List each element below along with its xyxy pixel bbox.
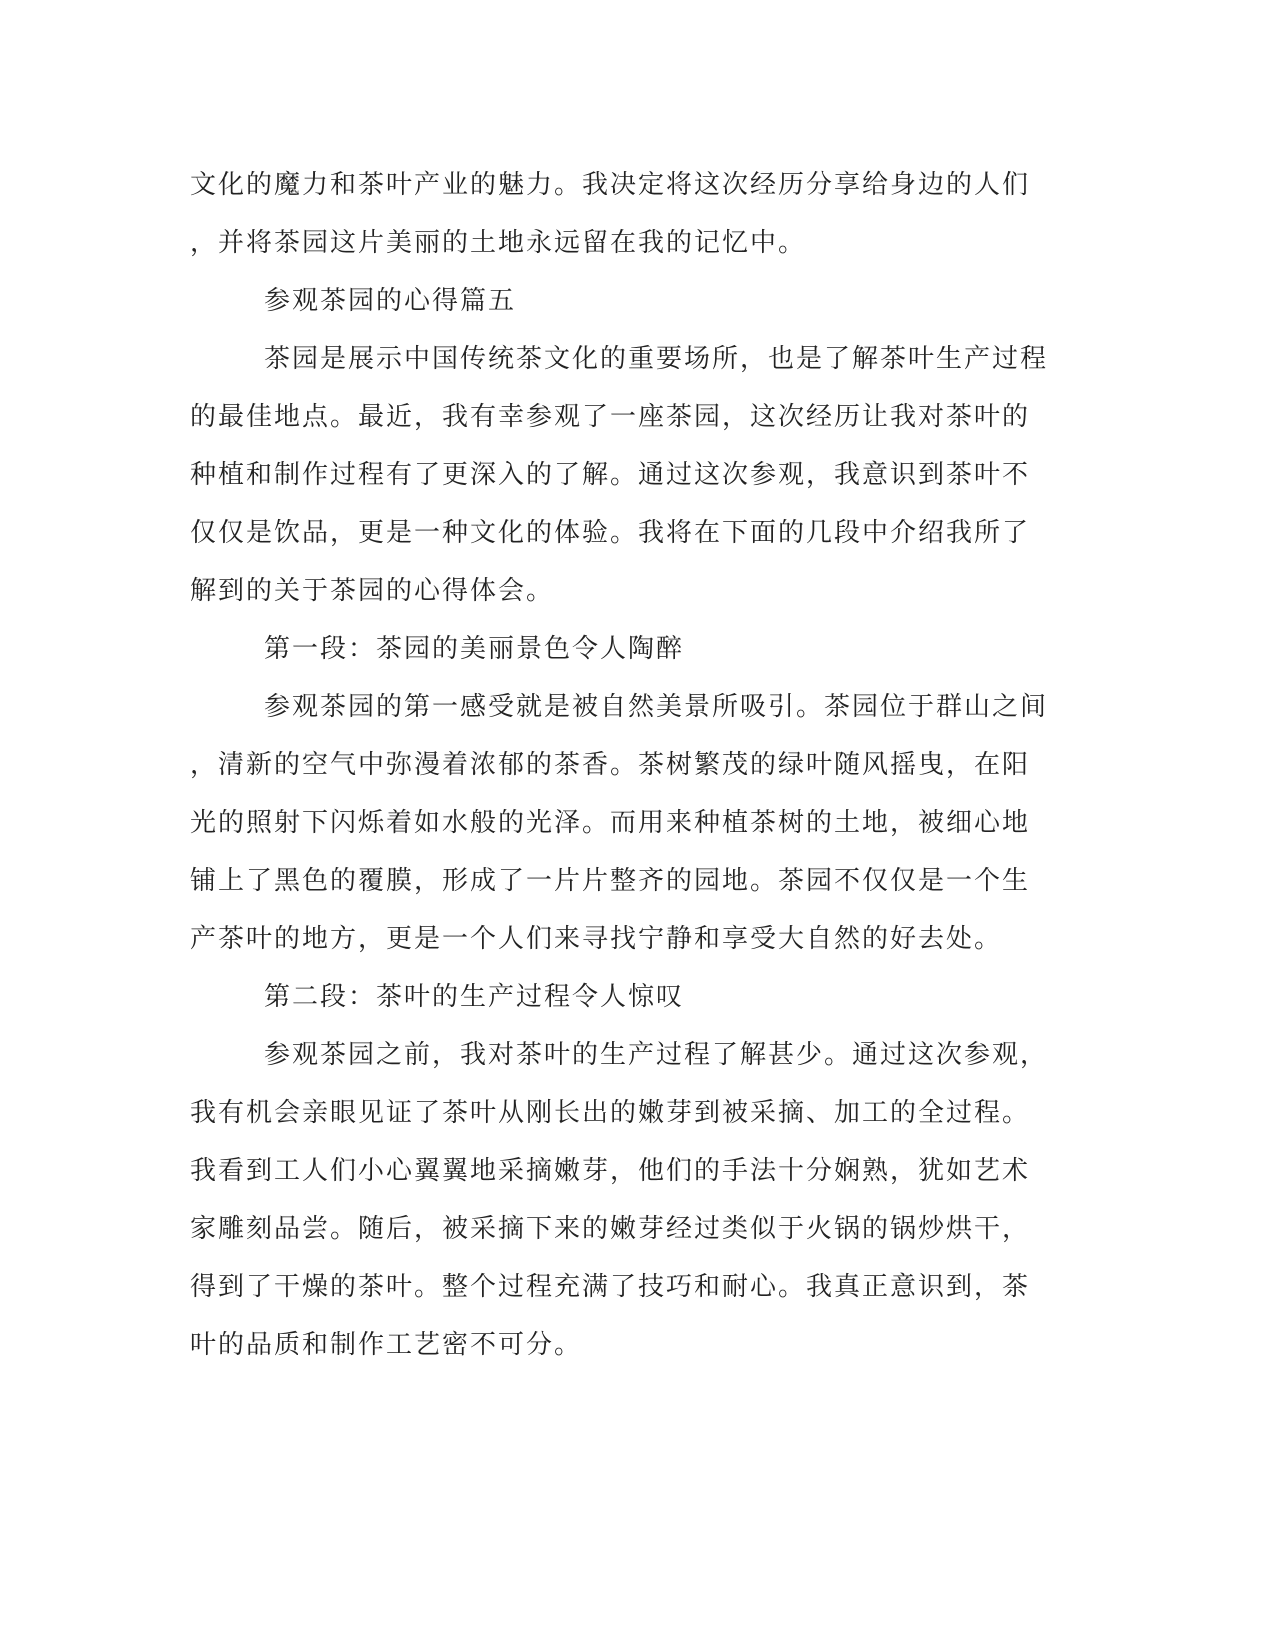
text-line: 解到的关于茶园的心得体会。 bbox=[190, 576, 555, 606]
text-line: 仅仅是饮品，更是一种文化的体验。我将在下面的几段中介绍我所了 bbox=[190, 518, 1031, 548]
text-line: 光的照射下闪烁着如水般的光泽。而用来种植茶树的土地，被细心地 bbox=[190, 808, 1031, 838]
section-heading: 参观茶园的心得篇五 bbox=[264, 286, 517, 316]
text-line: 文化的魔力和茶叶产业的魅力。我决定将这次经历分享给身边的人们 bbox=[190, 170, 1031, 200]
text-line: 家雕刻品尝。随后，被采摘下来的嫩芽经过类似于火锅的锅炒烘干， bbox=[190, 1214, 1031, 1244]
text-line: 铺上了黑色的覆膜，形成了一片片整齐的园地。茶园不仅仅是一个生 bbox=[190, 866, 1031, 896]
text-line: ，并将茶园这片美丽的土地永远留在我的记忆中。 bbox=[190, 228, 807, 258]
text-line: ，清新的空气中弥漫着浓郁的茶香。茶树繁茂的绿叶随风摇曳，在阳 bbox=[190, 750, 1031, 780]
paragraph-first-line: 参观茶园的第一感受就是被自然美景所吸引。茶园位于群山之间 bbox=[264, 692, 1049, 722]
text-line: 产茶叶的地方，更是一个人们来寻找宁静和享受大自然的好去处。 bbox=[190, 924, 1003, 954]
section-heading: 第一段：茶园的美丽景色令人陶醉 bbox=[264, 634, 685, 664]
text-line: 叶的品质和制作工艺密不可分。 bbox=[190, 1330, 583, 1360]
text-line: 得到了干燥的茶叶。整个过程充满了技巧和耐心。我真正意识到，茶 bbox=[190, 1272, 1031, 1302]
text-line: 种植和制作过程有了更深入的了解。通过这次参观，我意识到茶叶不 bbox=[190, 460, 1031, 490]
text-line: 我有机会亲眼见证了茶叶从刚长出的嫩芽到被采摘、加工的全过程。 bbox=[190, 1098, 1031, 1128]
paragraph-first-line: 参观茶园之前，我对茶叶的生产过程了解甚少。通过这次参观， bbox=[264, 1040, 1049, 1070]
text-line: 的最佳地点。最近，我有幸参观了一座茶园，这次经历让我对茶叶的 bbox=[190, 402, 1031, 432]
text-line: 我看到工人们小心翼翼地采摘嫩芽，他们的手法十分娴熟，犹如艺术 bbox=[190, 1156, 1031, 1186]
paragraph-first-line: 茶园是展示中国传统茶文化的重要场所，也是了解茶叶生产过程 bbox=[264, 344, 1049, 374]
section-heading: 第二段：茶叶的生产过程令人惊叹 bbox=[264, 982, 685, 1012]
